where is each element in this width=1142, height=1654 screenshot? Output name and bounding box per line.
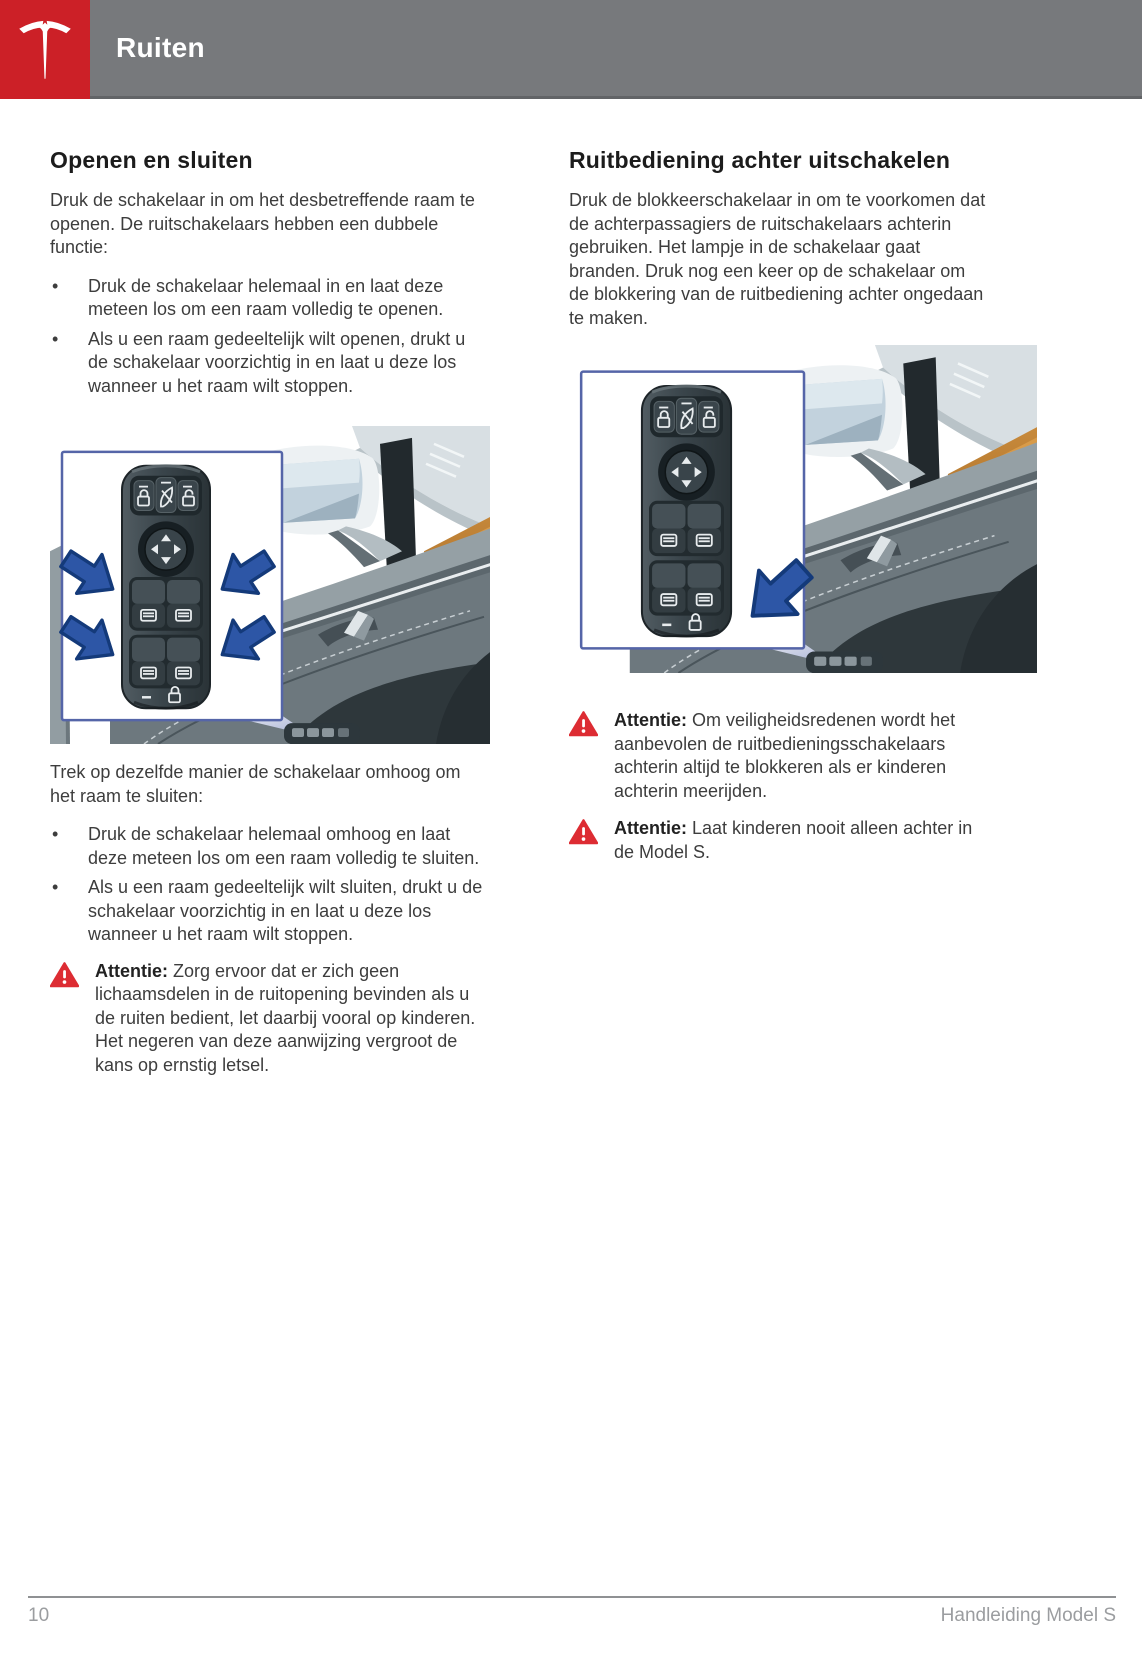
warning-block-children: [569, 709, 987, 803]
page-number: 10: [28, 1605, 50, 1626]
car-door-scene: [62, 426, 490, 744]
page-header: [0, 0, 1142, 99]
section-heading-open-close: Openen en sluiten: [50, 147, 253, 173]
front-window-switches-figure: [50, 426, 490, 744]
warning-body-parts: [50, 960, 490, 1078]
rear-lock-illustration: [569, 345, 1037, 673]
rear-lock-figure: [569, 345, 1037, 673]
warning-label: Attentie:: [95, 960, 168, 981]
list-item: • Druk de schakelaar helemaal omhoog en laat deze meteen los om een raam volledig te sluiten.: [50, 823, 490, 870]
door-switch-panel-small: [284, 723, 360, 744]
page-footer: [28, 1596, 1116, 1627]
mirror-adjust-knob: [138, 521, 194, 577]
warning-label: Attentie:: [614, 710, 687, 730]
close-bullet-list: [50, 823, 490, 947]
warning-text: Zorg ervoor dat er zich geen lichaamsdelen in de ruitopening bevinden als u de ruiten bedient, let daarbij vooral op kinderen. Het negeren van deze aanwijzing vergroot de kans op ernstig letsel.: [95, 960, 476, 1075]
tesla-t-icon: [17, 18, 73, 82]
list-item: • Als u een raam gedeeltelijk wilt sluiten, drukt u de schakelaar voorzichtig in en laat u deze los wanneer u het raam wilt stoppen.: [50, 876, 490, 947]
chapter-title: Ruiten: [116, 32, 205, 63]
warning-text: Om veiligheidsredenen wordt het aanbevolen de ruitbedieningsschakelaars achterin altijd te blokkeren als er kinderen achterin meerijden.: [614, 710, 956, 801]
right-column: [569, 147, 987, 1077]
window-switch-panel: [122, 466, 210, 708]
warning-icon: [569, 711, 598, 737]
warning-text: Laat kinderen nooit alleen achter in de Model S.: [614, 818, 973, 862]
section-heading-rear-lock: Ruitbediening achter uitschakelen: [569, 147, 951, 173]
list-item: • Als u een raam gedeeltelijk wilt openen, drukt u de schakelaar voorzichtig in en laat u deze los wanneer u het raam wilt stoppen.: [50, 328, 490, 399]
rear-window-switches: [129, 635, 203, 689]
front-window-switches-illustration: [50, 426, 490, 744]
manual-title: Handleiding Model S: [940, 1605, 1116, 1626]
open-bullet-list: [50, 275, 490, 399]
front-window-switches: [129, 577, 203, 631]
left-column: [50, 147, 490, 1077]
content-columns: [0, 99, 1142, 1077]
close-intro: Trek op dezelfde manier de schakelaar omhoog om het raam te sluiten:: [50, 762, 461, 806]
warning-icon: [50, 962, 79, 988]
open-close-intro: Druk de schakelaar in om het desbetreffende raam te openen. De ruitschakelaars hebben een dubbele functie:: [50, 190, 475, 257]
tesla-logo: [0, 0, 90, 99]
warning-never-alone: [569, 817, 987, 864]
warning-icon: [569, 819, 598, 845]
warning-label: Attentie:: [614, 818, 687, 838]
list-item: • Druk de schakelaar helemaal in en laat deze meteen los om een raam volledig te openen.: [50, 275, 490, 322]
rear-lock-intro: Druk de blokkeerschakelaar in om te voorkomen dat de achterpassagiers de ruitschakelaars achterin gebruiken. Het lampje in de schakelaar gaat branden. Druk nog een keer op de schakelaar om de blokkering van de ruitbediening achter ongedaan te maken.: [569, 190, 986, 328]
